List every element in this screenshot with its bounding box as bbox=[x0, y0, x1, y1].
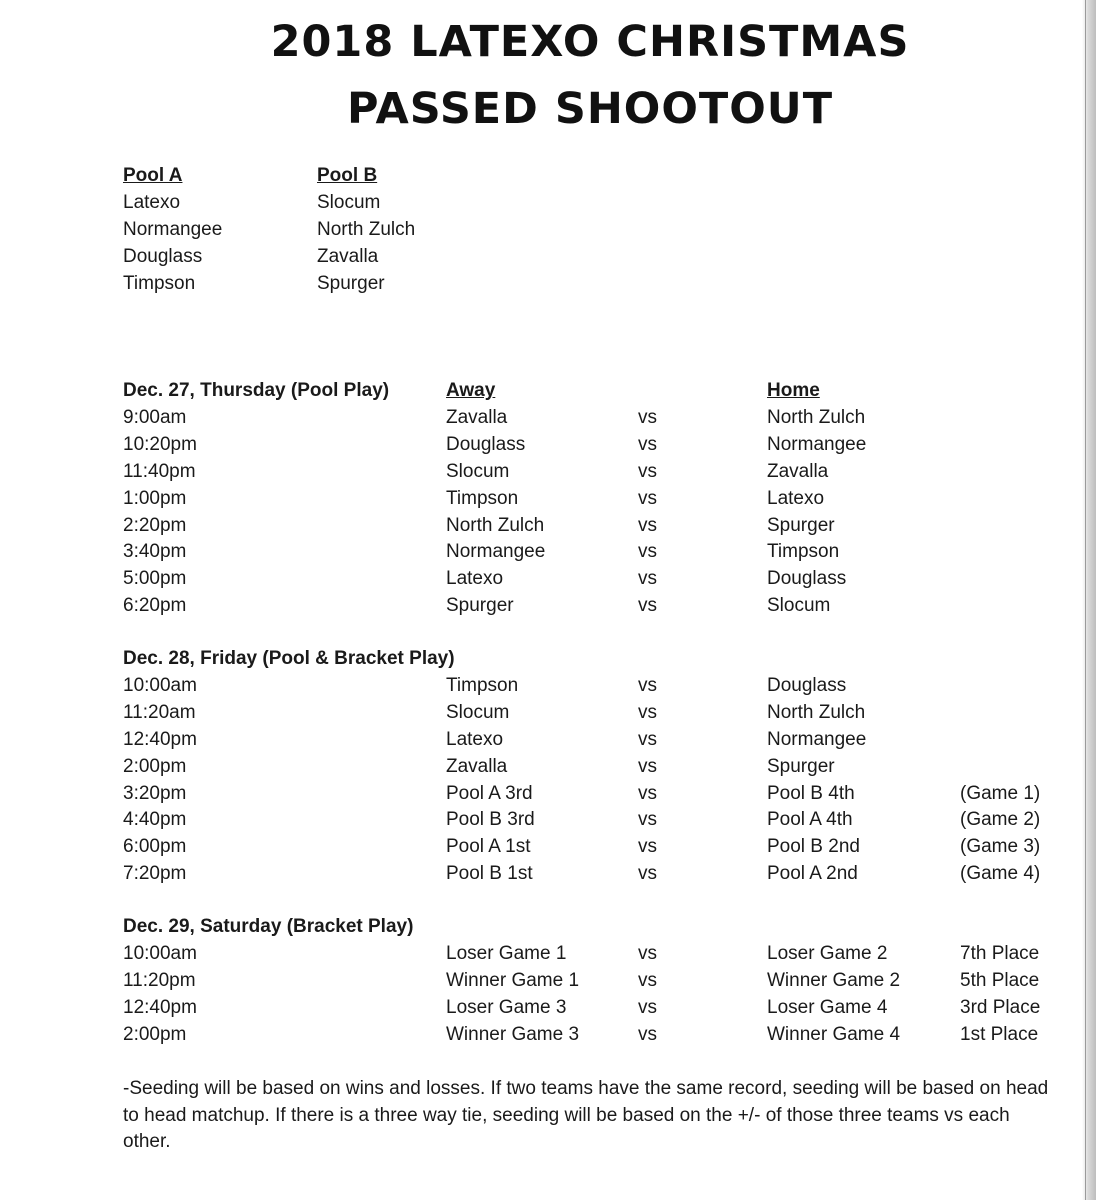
home-team: Slocum bbox=[767, 595, 831, 617]
home-team: Winner Game 4 bbox=[767, 1023, 901, 1045]
game-time: 2:20pm bbox=[123, 514, 187, 536]
game-time: 2:00pm bbox=[123, 755, 187, 777]
away-team: Loser Game 3 bbox=[446, 996, 567, 1018]
game-note: (Game 3) bbox=[960, 836, 1041, 858]
home-team: Spurger bbox=[767, 755, 835, 777]
game-note: 5th Place bbox=[960, 969, 1040, 991]
game-note: 3rd Place bbox=[960, 996, 1041, 1018]
game-time: 3:20pm bbox=[123, 782, 187, 804]
home-team: Spurger bbox=[767, 514, 835, 536]
vs-label: vs bbox=[638, 996, 657, 1018]
pool-a-team: Timpson bbox=[123, 273, 196, 294]
vs-label: vs bbox=[638, 836, 657, 858]
away-team: Normangee bbox=[446, 541, 546, 563]
vs-label: vs bbox=[638, 809, 657, 831]
pool-b-team: Zavalla bbox=[317, 246, 379, 267]
vs-label: vs bbox=[638, 863, 657, 885]
vs-label: vs bbox=[638, 433, 657, 455]
vs-label: vs bbox=[638, 942, 657, 964]
home-team: Zavalla bbox=[767, 460, 829, 482]
game-note: 1st Place bbox=[960, 1023, 1039, 1045]
title-line-2: PASSED SHOOTOUT bbox=[346, 84, 834, 134]
away-team: Latexo bbox=[446, 728, 504, 750]
game-time: 3:40pm bbox=[123, 541, 187, 563]
game-note: 7th Place bbox=[960, 942, 1040, 964]
pool-a-heading: Pool A bbox=[123, 165, 183, 186]
home-team: Normangee bbox=[767, 433, 867, 455]
game-time: 5:00pm bbox=[123, 568, 187, 590]
game-time: 1:00pm bbox=[123, 487, 187, 509]
away-column-header: Away bbox=[446, 380, 496, 401]
away-team: Timpson bbox=[446, 674, 519, 696]
pool-b-team: Spurger bbox=[317, 273, 385, 294]
away-team: Douglass bbox=[446, 433, 526, 455]
away-team: North Zulch bbox=[446, 514, 545, 536]
vs-label: vs bbox=[638, 595, 657, 617]
vs-label: vs bbox=[638, 568, 657, 590]
day-heading: Dec. 29, Saturday (Bracket Play) bbox=[123, 916, 414, 937]
game-time: 11:40pm bbox=[123, 460, 196, 482]
away-team: Timpson bbox=[446, 487, 519, 509]
home-team: Douglass bbox=[767, 568, 847, 590]
vs-label: vs bbox=[638, 514, 657, 536]
home-team: North Zulch bbox=[767, 406, 866, 428]
game-time: 9:00am bbox=[123, 406, 187, 428]
away-team: Zavalla bbox=[446, 406, 508, 428]
seeding-note: -Seeding will be based on wins and losses. If two teams have the same record, seeding will be based on head to head matchup. If there is a three way tie, seeding will be based on the +/- of those three teams vs each other. bbox=[123, 1078, 1049, 1152]
game-time: 12:40pm bbox=[123, 996, 197, 1018]
away-team: Latexo bbox=[446, 568, 504, 590]
game-time: 11:20am bbox=[123, 701, 196, 723]
vs-label: vs bbox=[638, 782, 657, 804]
away-team: Loser Game 1 bbox=[446, 942, 567, 964]
home-team: Loser Game 4 bbox=[767, 996, 888, 1018]
home-team: North Zulch bbox=[767, 701, 866, 723]
away-team: Zavalla bbox=[446, 755, 508, 777]
home-team: Pool A 2nd bbox=[767, 863, 858, 885]
game-time: 4:40pm bbox=[123, 809, 187, 831]
home-team: Normangee bbox=[767, 728, 867, 750]
away-team: Pool B 1st bbox=[446, 863, 533, 885]
game-note: (Game 1) bbox=[960, 782, 1041, 804]
away-team: Spurger bbox=[446, 595, 514, 617]
home-column-header: Home bbox=[767, 380, 820, 401]
vs-label: vs bbox=[638, 728, 657, 750]
game-time: 10:00am bbox=[123, 674, 197, 696]
home-team: Pool B 2nd bbox=[767, 836, 860, 858]
game-time: 2:00pm bbox=[123, 1023, 187, 1045]
day-heading: Dec. 28, Friday (Pool & Bracket Play) bbox=[123, 648, 455, 669]
vs-label: vs bbox=[638, 541, 657, 563]
vs-label: vs bbox=[638, 1023, 657, 1045]
home-team: Pool B 4th bbox=[767, 782, 855, 804]
away-team: Winner Game 3 bbox=[446, 1023, 580, 1045]
vs-label: vs bbox=[638, 406, 657, 428]
pool-b-team: North Zulch bbox=[317, 219, 416, 240]
away-team: Pool B 3rd bbox=[446, 809, 535, 831]
game-note: (Game 4) bbox=[960, 863, 1041, 885]
away-team: Winner Game 1 bbox=[446, 969, 580, 991]
home-team: Loser Game 2 bbox=[767, 942, 888, 964]
pool-a-team: Normangee bbox=[123, 219, 223, 240]
pool-b-team: Slocum bbox=[317, 192, 381, 213]
home-team: Douglass bbox=[767, 674, 847, 696]
game-time: 10:00am bbox=[123, 942, 197, 964]
game-time: 11:20pm bbox=[123, 969, 196, 991]
vs-label: vs bbox=[638, 969, 657, 991]
away-team: Pool A 3rd bbox=[446, 782, 533, 804]
game-time: 6:20pm bbox=[123, 595, 187, 617]
game-time: 10:20pm bbox=[123, 433, 197, 455]
pool-a-team: Douglass bbox=[123, 246, 203, 267]
title-line-1: 2018 LATEXO CHRISTMAS bbox=[270, 17, 910, 67]
away-team: Slocum bbox=[446, 460, 510, 482]
game-time: 7:20pm bbox=[123, 863, 187, 885]
vs-label: vs bbox=[638, 755, 657, 777]
away-team: Pool A 1st bbox=[446, 836, 531, 858]
pool-b-heading: Pool B bbox=[317, 165, 378, 186]
game-note: (Game 2) bbox=[960, 809, 1041, 831]
pool-a-team: Latexo bbox=[123, 192, 181, 213]
home-team: Latexo bbox=[767, 487, 825, 509]
away-team: Slocum bbox=[446, 701, 510, 723]
day-heading: Dec. 27, Thursday (Pool Play) bbox=[123, 380, 390, 401]
game-time: 6:00pm bbox=[123, 836, 187, 858]
game-time: 12:40pm bbox=[123, 728, 197, 750]
vs-label: vs bbox=[638, 487, 657, 509]
vs-label: vs bbox=[638, 460, 657, 482]
page-edge-line bbox=[1085, 0, 1086, 1200]
vs-label: vs bbox=[638, 674, 657, 696]
home-team: Pool A 4th bbox=[767, 809, 853, 831]
home-team: Winner Game 2 bbox=[767, 969, 901, 991]
vs-label: vs bbox=[638, 701, 657, 723]
home-team: Timpson bbox=[767, 541, 840, 563]
